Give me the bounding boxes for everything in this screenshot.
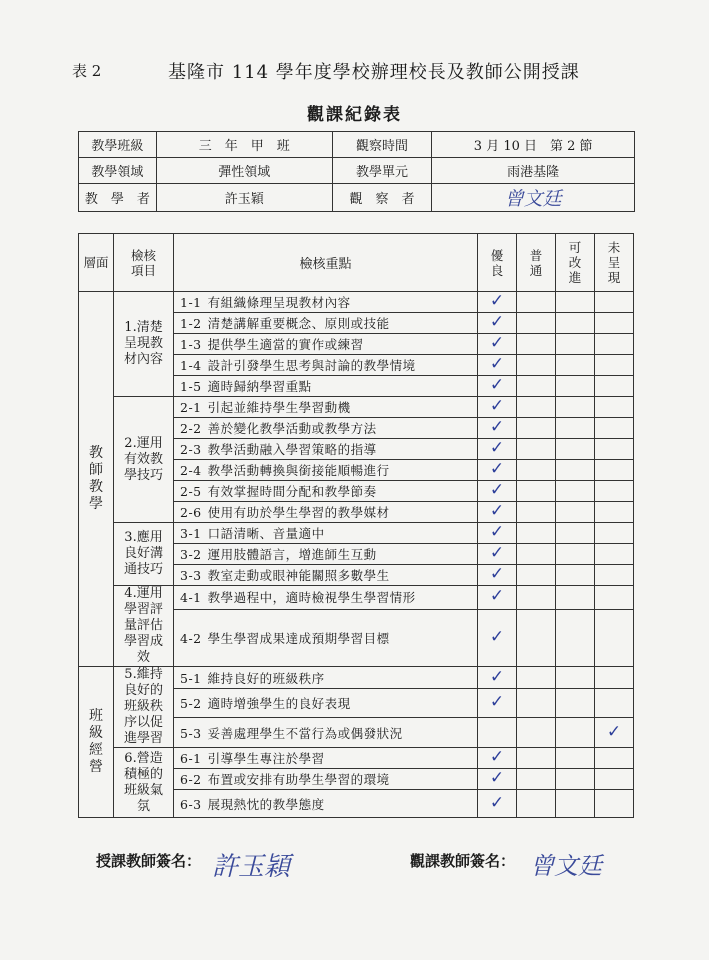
rating-cell-excellent[interactable] [478,565,517,586]
rating-improve-text: 可改進 [568,240,582,285]
check-mark-icon: ✓ [489,396,505,416]
item-text: 教室走動或眼神能關照多數學生 [207,568,390,583]
layer-header [79,234,114,292]
item-code: 2-3 [180,442,202,457]
item-text: 學生學習成果達成預期學習目標 [207,630,390,646]
item-code: 1-2 [180,316,202,331]
domain-label: 教學領域 [79,158,157,184]
check-mark-icon: ✓ [489,543,505,563]
checklist-item [174,355,478,376]
form-title: 觀課紀錄表 [307,105,402,125]
checklist-item [174,667,478,689]
rating-cell-excellent[interactable] [478,544,517,565]
table-row [79,292,634,313]
rating-cell-normal[interactable] [517,439,556,460]
checklist-item [174,292,478,313]
class-value: 三 年 甲 班 [156,132,332,158]
item-code: 5-1 [180,670,202,686]
rating-cell-excellent[interactable] [478,460,517,481]
check-mark-icon: ✓ [489,564,505,584]
check-mark-icon: ✓ [489,417,505,437]
check-mark-icon: ✓ [489,522,505,542]
rating-cell-none[interactable] [595,292,634,313]
check-mark-icon: ✓ [489,312,505,332]
rating-cell-improve[interactable] [556,397,595,418]
rating-cell-improve[interactable] [556,460,595,481]
rating-cell-excellent[interactable] [478,481,517,502]
item-code: 6-2 [180,772,202,787]
check-mark-icon: ✓ [489,747,505,767]
rating-cell-none[interactable] [595,609,634,666]
rating-cell-none[interactable] [595,523,634,544]
document-header-title: 基隆市 114 學年度學校辦理校長及教師公開授課 [168,62,580,83]
rating-cell-normal[interactable] [517,565,556,586]
rating-cell-normal[interactable] [517,523,556,544]
rating-cell-improve[interactable] [556,439,595,460]
rating-cell-normal[interactable] [517,502,556,523]
table-header-row [79,234,634,292]
item-code: 2-5 [180,484,202,499]
item-code: 6-1 [180,751,202,766]
rating-cell-normal[interactable] [517,397,556,418]
unit-label: 教學單元 [332,158,432,184]
table-row [79,523,634,544]
checklist-item [174,376,478,397]
rating-cell-none[interactable] [595,667,634,689]
item-text: 清楚講解重要概念、原則或技能 [207,316,390,331]
rating-cell-none[interactable] [595,439,634,460]
item-text: 教學活動融入學習策略的指導 [207,442,377,457]
rating-cell-none[interactable] [595,689,634,718]
rating-cell-excellent[interactable] [478,718,517,748]
rating-cell-improve[interactable] [556,544,595,565]
rating-cell-excellent[interactable] [478,376,517,397]
rating-excellent-text: 優良 [490,247,504,278]
item-text: 布置或安排有助學生學習的環境 [207,772,390,787]
time-label: 觀察時間 [332,132,432,158]
item-text: 教學過程中，適時檢視學生學習情形 [207,590,416,606]
rating-cell-normal[interactable] [517,418,556,439]
observer-signature-label: 觀課教師簽名： [410,852,516,870]
layer-cell-teaching: 教 師 教 學 [79,292,114,667]
checklist-item [174,748,478,769]
teacher-value: 許玉穎 [156,184,332,212]
check-mark-icon: ✓ [489,354,505,374]
item-text: 運用肢體語言，增進師生互動 [207,547,377,562]
item-code: 2-1 [180,400,202,415]
rating-cell-excellent[interactable] [478,586,517,610]
rating-cell-normal[interactable] [517,334,556,355]
rating-cell-normal[interactable] [517,748,556,769]
observer-signature-bottom: 曾文廷 [530,852,602,880]
teacher-label: 教 學 者 [79,184,157,212]
check-mark-icon: ✓ [489,666,505,687]
item-code: 2-2 [180,421,202,436]
rating-cell-none[interactable] [595,748,634,769]
item-text: 提供學生適當的實作或練習 [207,337,364,352]
check-mark-icon: ✓ [489,586,505,607]
checklist-item [174,397,478,418]
rating-cell-normal[interactable] [517,481,556,502]
rating-cell-normal[interactable] [517,689,556,718]
item-text: 適時歸納學習重點 [207,379,312,394]
rating-cell-improve[interactable] [556,292,595,313]
rating-cell-improve[interactable] [556,586,595,610]
category-cell-c3: 3.應用良好溝通技巧 [114,523,174,586]
checklist-item [174,460,478,481]
check-mark-icon: ✓ [489,768,505,788]
rating-cell-none[interactable] [595,481,634,502]
checklist-item [174,313,478,334]
check-mark-icon: ✓ [489,291,505,311]
check-mark-icon: ✓ [489,375,505,395]
checklist-item [174,481,478,502]
table-row [79,748,634,769]
rating-cell-none[interactable] [595,418,634,439]
item-code: 1-1 [180,295,202,310]
item-text: 引起並維持學生學習動機 [207,400,351,415]
rating-cell-improve[interactable] [556,609,595,666]
rating-cell-excellent[interactable] [478,523,517,544]
time-value: 3 月 10 日 第 2 節 [432,132,635,158]
checklist-item [174,718,478,748]
item-text: 展現熱忱的教學態度 [207,796,325,812]
item-text: 維持良好的班級秩序 [207,670,325,686]
rating-cell-none[interactable] [595,565,634,586]
rating-cell-none[interactable] [595,397,634,418]
lesson-info-table [78,131,635,212]
check-mark-icon: ✓ [489,333,505,353]
rating-cell-excellent[interactable] [478,397,517,418]
check-mark-icon: ✓ [489,501,505,521]
teacher-signature-label: 授課教師簽名： [96,852,202,870]
item-text: 有效掌握時間分配和教學節奏 [207,484,377,499]
table-row [79,397,634,418]
item-text: 適時增強學生的良好表現 [207,696,351,712]
rating-improve-header [556,234,595,292]
category-cell-c4: 4.運用學習評量評估學習成效 [114,586,174,667]
info-row [79,184,635,212]
rating-cell-normal[interactable] [517,313,556,334]
rating-cell-none[interactable] [595,460,634,481]
rating-cell-normal[interactable] [517,586,556,610]
rating-cell-none[interactable] [595,502,634,523]
rating-cell-normal[interactable] [517,667,556,689]
item-text: 有組織條理呈現教材內容 [207,295,351,310]
rating-cell-excellent[interactable] [478,313,517,334]
checklist-item [174,689,478,718]
rating-cell-excellent[interactable] [478,769,517,790]
item-code: 3-2 [180,547,202,562]
rating-cell-none[interactable] [595,376,634,397]
checklist-item [174,334,478,355]
observer-label: 觀 察 者 [332,184,432,212]
check-mark-icon: ✓ [489,626,505,647]
rating-cell-none[interactable] [595,334,634,355]
rating-cell-normal[interactable] [517,790,556,818]
checklist-item [174,439,478,460]
rating-cell-excellent[interactable] [478,609,517,666]
rating-cell-improve[interactable] [556,748,595,769]
item-text: 善於變化教學活動或教學方法 [207,421,377,436]
check-mark-icon: ✓ [489,692,505,713]
rating-cell-normal[interactable] [517,355,556,376]
item-code: 3-3 [180,568,202,583]
rating-cell-improve[interactable] [556,355,595,376]
rating-cell-normal[interactable] [517,544,556,565]
domain-value: 彈性領域 [156,158,332,184]
rating-cell-none[interactable] [595,544,634,565]
item-code: 4-2 [180,630,202,646]
category-cell-c2: 2.運用有效教學技巧 [114,397,174,523]
rating-none-text: 未呈現 [607,240,621,285]
rating-cell-excellent[interactable] [478,502,517,523]
teacher-signature: 許玉穎 [212,852,291,882]
rating-cell-normal[interactable] [517,376,556,397]
rating-cell-improve[interactable] [556,481,595,502]
check-mark-icon: ✓ [489,459,505,479]
rating-cell-normal[interactable] [517,718,556,748]
rating-cell-none[interactable] [595,769,634,790]
item-code: 1-4 [180,358,202,373]
layer-header-text: 層面 [83,255,109,270]
check-mark-icon: ✓ [606,721,622,742]
item-text: 引導學生專注於學習 [207,751,325,766]
category-header [114,234,174,292]
rating-cell-improve[interactable] [556,667,595,689]
class-label: 教學班級 [79,132,157,158]
item-code: 1-5 [180,379,202,394]
layer-cell-class_mgmt: 班 級 經 營 [79,667,114,818]
rating-cell-none[interactable] [595,313,634,334]
rating-cell-excellent[interactable] [478,748,517,769]
item-text: 設計引發學生思考與討論的教學情境 [207,358,416,373]
checklist-item [174,586,478,610]
item-code: 2-6 [180,505,202,520]
rating-cell-excellent[interactable] [478,355,517,376]
rating-cell-improve[interactable] [556,769,595,790]
focus-header: 檢核重點 [174,234,478,292]
rating-excellent-header [478,234,517,292]
rating-cell-improve[interactable] [556,689,595,718]
rating-cell-improve[interactable] [556,718,595,748]
item-code: 5-3 [180,725,202,741]
rating-cell-normal[interactable] [517,460,556,481]
observation-checklist-table [78,233,634,818]
item-text: 妥善處理學生不當行為或偶發狀況 [207,725,403,741]
observer-signature: 曾文廷 [432,184,635,212]
rating-cell-improve[interactable] [556,523,595,544]
checklist-item [174,544,478,565]
rating-cell-improve[interactable] [556,376,595,397]
item-text: 使用有助於學生學習的教學媒材 [207,505,390,520]
checklist-item [174,769,478,790]
category-cell-c1: 1.清楚呈現教材內容 [114,292,174,397]
rating-cell-normal[interactable] [517,769,556,790]
rating-normal-text: 普通 [529,247,543,278]
item-code: 5-2 [180,696,202,712]
rating-cell-none[interactable] [595,718,634,748]
table-row [79,586,634,610]
rating-normal-header [517,234,556,292]
rating-cell-normal[interactable] [517,292,556,313]
rating-cell-improve[interactable] [556,790,595,818]
info-row [79,132,635,158]
checklist-item [174,790,478,818]
check-mark-icon: ✓ [489,792,505,813]
rating-cell-improve[interactable] [556,334,595,355]
rating-cell-none[interactable] [595,355,634,376]
checklist-item [174,523,478,544]
rating-cell-improve[interactable] [556,313,595,334]
item-code: 2-4 [180,463,202,478]
rating-cell-excellent[interactable] [478,418,517,439]
item-text: 教學活動轉換與銜接能順暢進行 [207,463,390,478]
check-mark-icon: ✓ [489,438,505,458]
item-text: 口語清晰、音量適中 [207,526,325,541]
rating-cell-improve[interactable] [556,565,595,586]
checklist-body [79,292,634,818]
form-number-label: 表 2 [72,62,102,80]
checklist-item [174,609,478,666]
category-header-text: 檢核項目 [130,247,156,278]
rating-cell-normal[interactable] [517,609,556,666]
item-code: 3-1 [180,526,202,541]
checklist-item [174,565,478,586]
checklist-item [174,502,478,523]
rating-cell-excellent[interactable] [478,334,517,355]
check-mark-icon: ✓ [489,480,505,500]
info-row [79,158,635,184]
unit-value: 雨港基隆 [432,158,635,184]
category-cell-c6: 6.營造積極的班級氣氛 [114,748,174,818]
rating-cell-none[interactable] [595,586,634,610]
rating-cell-improve[interactable] [556,502,595,523]
rating-cell-excellent[interactable] [478,292,517,313]
rating-cell-excellent[interactable] [478,439,517,460]
item-code: 4-1 [180,590,202,606]
rating-cell-none[interactable] [595,790,634,818]
rating-cell-excellent[interactable] [478,667,517,689]
category-cell-c5: 5.維持良好的班級秩序以促進學習 [114,667,174,748]
rating-cell-excellent[interactable] [478,790,517,818]
item-code: 6-3 [180,796,202,812]
rating-cell-excellent[interactable] [478,689,517,718]
rating-none-header [595,234,634,292]
rating-cell-improve[interactable] [556,418,595,439]
checklist-item [174,418,478,439]
item-code: 1-3 [180,337,202,352]
table-row [79,667,634,689]
